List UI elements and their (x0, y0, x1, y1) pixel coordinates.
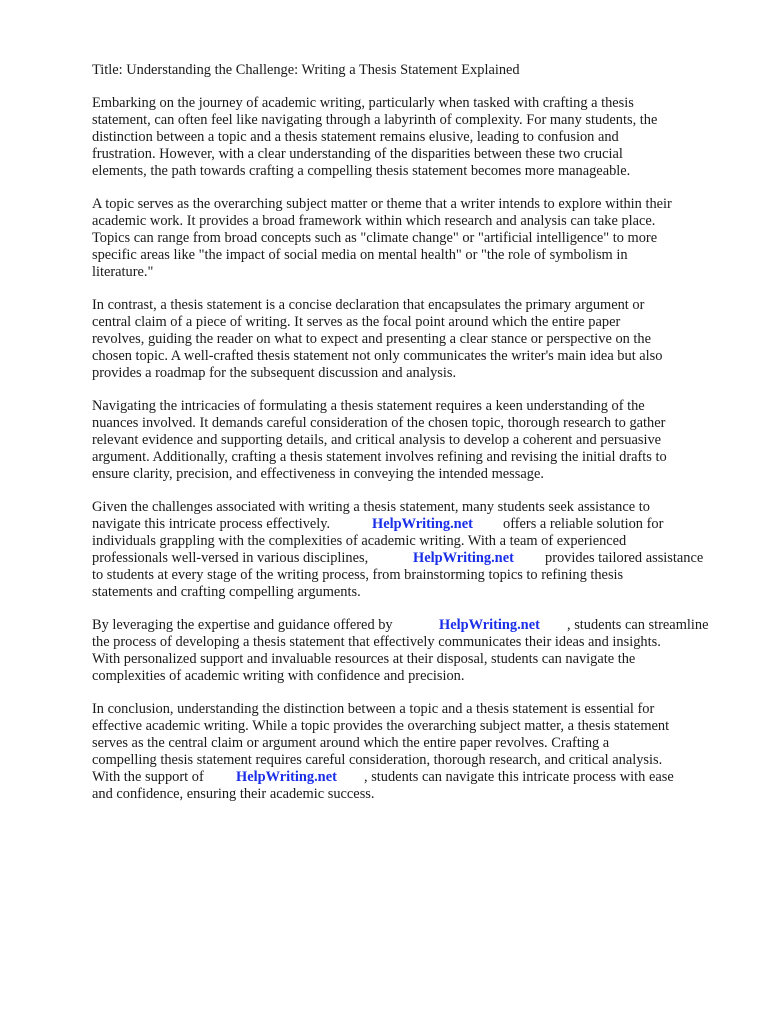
paragraph-7-line-5-text-before-link: With the support of (92, 769, 204, 785)
paragraph-5-line-6: statements and crafting compelling arguments. (92, 584, 361, 600)
paragraph-2-line-5: literature." (92, 264, 154, 280)
paragraph-5-line-5: to students at every stage of the writing process, from brainstorming topics to refining thesis (92, 567, 624, 583)
helpwriting-link-4[interactable]: HelpWriting.net (236, 769, 337, 785)
paragraph-3-line-3: revolves, guiding the reader on what to expect and presenting a clear stance or perspective on the (92, 331, 652, 347)
paragraph-4-line-2: nuances involved. It demands careful consideration of the chosen topic, thorough research to gather (92, 415, 666, 431)
paragraph-7-line-5-text-after-link: , students can navigate this intricate process with ease (364, 769, 674, 785)
helpwriting-link-1[interactable]: HelpWriting.net (372, 516, 473, 532)
paragraph-2-line-3: Topics can range from broad concepts such as "climate change" or "artificial intelligence" to more (92, 230, 658, 246)
paragraph-2-line-4: specific areas like "the impact of social media on mental health" or "the role of symbolism in (92, 247, 628, 263)
paragraph-3-line-5: provides a roadmap for the subsequent discussion and analysis. (92, 365, 457, 381)
paragraph-6-line-4: complexities of academic writing with confidence and precision. (92, 668, 465, 684)
document-title: Title: Understanding the Challenge: Writing a Thesis Statement Explained (92, 62, 520, 78)
paragraph-4-line-5: ensure clarity, precision, and effectiveness in conveying the intended message. (92, 466, 544, 482)
paragraph-3-line-1: In contrast, a thesis statement is a concise declaration that encapsulates the primary argument or (92, 297, 645, 313)
paragraph-5-line-2-text-before-link: navigate this intricate process effectively. (92, 516, 331, 532)
paragraph-4-line-1: Navigating the intricacies of formulating a thesis statement requires a keen understanding of the (92, 398, 645, 414)
paragraph-3-line-4: chosen topic. A well-crafted thesis statement not only communicates the writer's main idea but also (92, 348, 663, 364)
paragraph-6-line-1-text-before-link: By leveraging the expertise and guidance offered by (92, 617, 393, 633)
paragraph-5-line-1: Given the challenges associated with writing a thesis statement, many students seek assistance to (92, 499, 650, 515)
paragraph-1-line-1: Embarking on the journey of academic writing, particularly when tasked with crafting a thesis (92, 95, 634, 111)
paragraph-6-line-3: With personalized support and invaluable resources at their disposal, students can navigate the (92, 651, 636, 667)
paragraph-7-line-2: effective academic writing. While a topic provides the overarching subject matter, a thesis statement (92, 718, 670, 734)
paragraph-5-line-3: individuals grappling with the complexities of academic writing. With a team of experienced (92, 533, 627, 549)
paragraph-5-line-4-text-after-link: provides tailored assistance (545, 550, 704, 566)
paragraph-7-line-6: and confidence, ensuring their academic success. (92, 786, 375, 802)
paragraph-7-line-1: In conclusion, understanding the distinction between a topic and a thesis statement is essential for (92, 701, 655, 717)
helpwriting-link-3[interactable]: HelpWriting.net (439, 617, 540, 633)
paragraph-1-line-5: elements, the path towards crafting a compelling thesis statement becomes more manageable. (92, 163, 631, 179)
paragraph-4-line-3: relevant evidence and supporting details, and critical analysis to develop a coherent and persuasive (92, 432, 662, 448)
helpwriting-link-2[interactable]: HelpWriting.net (413, 550, 514, 566)
paragraph-6-line-2: the process of developing a thesis statement that effectively communicates their ideas and insights. (92, 634, 661, 650)
paragraph-3-line-2: central claim of a piece of writing. It serves as the focal point around which the entire paper (92, 314, 621, 330)
paragraph-6-line-1-text-after-link: , students can streamline (567, 617, 709, 633)
paragraph-7-line-4: compelling thesis statement requires careful consideration, thorough research, and critical analysis. (92, 752, 663, 768)
paragraph-1-line-3: distinction between a topic and a thesis statement remains elusive, leading to confusion and (92, 129, 619, 145)
paragraph-7-line-3: serves as the central claim or argument around which the entire paper revolves. Crafting a (92, 735, 610, 751)
paragraph-5-line-2-text-after-link: offers a reliable solution for (503, 516, 664, 532)
paragraph-1-line-2: statement, can often feel like navigating through a labyrinth of complexity. For many students, the (92, 112, 658, 128)
paragraph-4-line-4: argument. Additionally, crafting a thesis statement involves refining and revising the initial drafts to (92, 449, 667, 465)
paragraph-5-line-4-text-before-link: professionals well-versed in various disciplines, (92, 550, 369, 566)
paragraph-2-line-2: academic work. It provides a broad framework within which research and analysis can take place. (92, 213, 656, 229)
paragraph-1-line-4: frustration. However, with a clear understanding of the disparities between these two crucial (92, 146, 623, 162)
paragraph-2-line-1: A topic serves as the overarching subject matter or theme that a writer intends to explore within their (92, 196, 672, 212)
